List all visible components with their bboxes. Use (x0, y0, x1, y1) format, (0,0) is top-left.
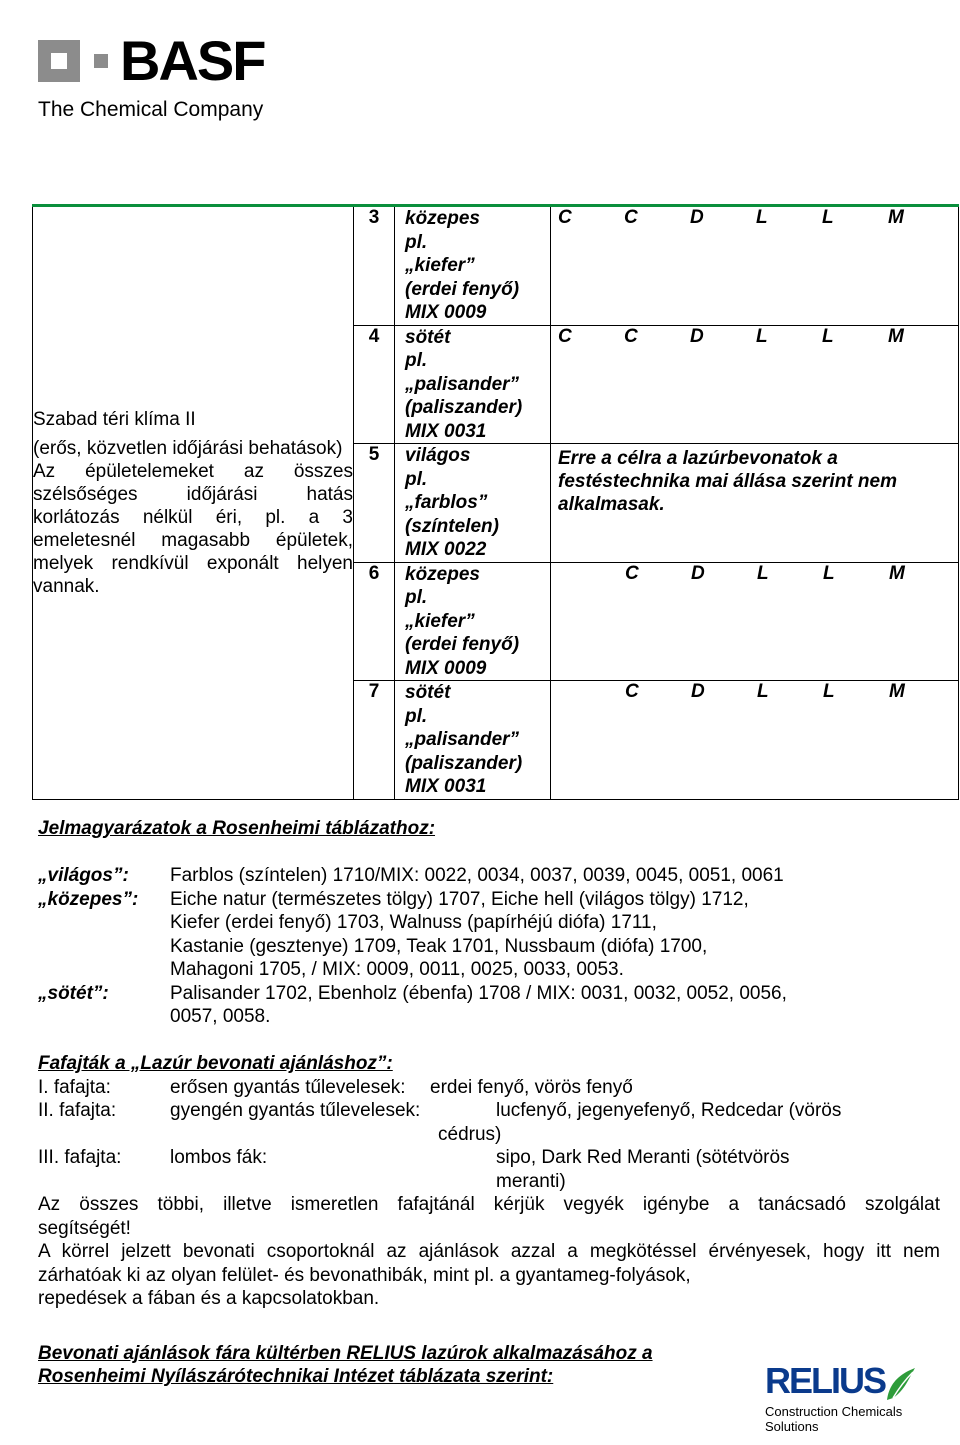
climate-cell (33, 206, 354, 800)
wood-line: (paliszander) (405, 397, 523, 418)
wood-line: pl. (405, 231, 428, 253)
rating-cell: C C D L L M (551, 206, 959, 326)
wood-cell (395, 562, 551, 681)
basf-logo (38, 29, 318, 128)
wood-types-title: Fafajták a „Lazúr bevonati ajánláshoz”: (38, 1053, 393, 1074)
rating-cell: C D L L M (551, 681, 959, 800)
row-number: 6 (354, 562, 395, 681)
legend-item (38, 888, 850, 982)
wood-class-1: I. fafajta: erősen gyantás tűlevelesek: erdei fenyő, vörös fenyő (38, 1076, 633, 1098)
wood-cell (395, 325, 551, 444)
wood-line: sötét (405, 682, 451, 703)
logo-square-icon (38, 40, 80, 82)
wood-line: pl. (405, 350, 428, 371)
wood-line: (erdei fenyő) (405, 278, 520, 300)
climate-desc1: (erős, közvetlen időjárási behatások) (33, 437, 343, 459)
climate-desc2: Az épületelemeket az összes szélsőséges időjárási hatás korlátozás nélkül éri, pl. a 3 emeletesnél magasabb épületek, melyek rendkívül exponált helyen vannak. (33, 460, 353, 597)
climate-title: Szabad téri klíma II (33, 408, 196, 430)
wood-class-2: II. fafajta: gyengén gyantás tűlevelesek: lucfenyő, jegenyefenyő, Redcedar (vörös (38, 1100, 842, 1121)
row-number: 3 (354, 206, 395, 326)
wood-cell (395, 681, 551, 800)
wood-line: „kiefer” (405, 610, 475, 632)
wood-line: közepes (405, 563, 480, 585)
legend-title: Jelmagyarázatok a Rosenheimi táblázathoz: (38, 818, 436, 839)
row-number: 7 (354, 681, 395, 800)
wood-line: „kiefer” (405, 255, 475, 276)
wood-line: „palisander” (405, 373, 520, 395)
wood-line: pl. (405, 587, 428, 608)
wood-line: pl. (405, 705, 428, 727)
wood-cell (395, 444, 551, 563)
wood-line: MIX 0022 (405, 539, 487, 560)
advice-paragraph: Az összes többi, illetve ismeretlen fafajtánál kérjük vegyék igénybe a tanácsadó szolgálat (38, 1194, 940, 1215)
wood-line: MIX 0031 (405, 776, 487, 797)
wood-line: világos (405, 445, 471, 466)
rating-cell: C C D L L M (551, 325, 959, 444)
footer-title: Bevonati ajánlások fára kültérben RELIUS lazúrok alkalmazásához a Rosenheimi Nyílászárótechnikai Intézet táblázata szerint: (38, 1343, 653, 1387)
note-paragraph-line: zárhatóak ki az olyan felület- és bevonathibák, mint pl. a gyantameg-folyások, (38, 1264, 691, 1286)
legend-item (38, 864, 850, 888)
wood-line: MIX 0009 (405, 657, 487, 679)
row-number: 5 (354, 444, 395, 563)
wood-line: MIX 0031 (405, 420, 487, 442)
wood-types-section (38, 1052, 940, 1311)
legend-item (38, 982, 850, 1029)
wood-class-3: III. fafajta: lombos fák: sipo, Dark Red Meranti (sötétvörös (38, 1147, 790, 1168)
row-number: 4 (354, 325, 395, 444)
wood-cell (395, 206, 551, 326)
legend-key: „sötét”: (38, 982, 109, 1004)
legend-value: Eiche natur (természetes tölgy) 1707, Eiche hell (világos tölgy) 1712, Kiefer (erdei fenyő) 1703, Walnuss (papírhéjú diófa) 1711, Kastanie (gesztenye) 1709, Teak 1701, Nussbaum (diófa) 1700, Mahagoni 1705, / MIX: 0009, 0011, 0025, 0033, 0053. (170, 888, 749, 980)
wood-line: „palisander” (405, 729, 520, 750)
brand-tagline: The Chemical Company (38, 98, 264, 121)
leaf-icon (883, 1366, 917, 1402)
legend-value: Palisander 1702, Ebenholz (ébenfa) 1708 / MIX: 0031, 0032, 0052, 0056, 0057, 0058. (170, 982, 787, 1027)
advice-paragraph-end: segítségét! (38, 1217, 131, 1239)
legend-value: Farblos (színtelen) 1710/MIX: 0022, 0034, 0037, 0039, 0045, 0051, 0061 (170, 865, 784, 886)
wood-line: MIX 0009 (405, 302, 487, 323)
relius-logo (765, 1360, 955, 1445)
note-paragraph-line: repedések a fában és a kapcsolatokban. (38, 1288, 380, 1309)
wood-line: pl. (405, 468, 428, 490)
note-paragraph: A körrel jelzett bevonati csoportoknál az ajánlások azzal a megkötéssel érvényesek, hogy itt nem (38, 1241, 940, 1262)
logo-small-square-icon (94, 54, 108, 68)
brand-name: BASF (120, 29, 265, 92)
wood-class-2-cont: cédrus) (438, 1123, 502, 1145)
relius-name: RELIUS (765, 1360, 886, 1401)
wood-line: (erdei fenyő) (405, 634, 520, 655)
legend-key: „közepes”: (38, 888, 139, 910)
legend-key: „világos”: (38, 865, 129, 886)
wood-class-3-cont: meranti) (496, 1170, 566, 1192)
wood-line: közepes (405, 208, 480, 229)
not-suitable-note: Erre a célra a lazúrbevonatok a festéstechnika mai állása szerint nem alkalmasak. (551, 444, 959, 563)
rosenheim-table (32, 204, 959, 800)
wood-line: (színtelen) (405, 515, 499, 537)
wood-line: „farblos” (405, 492, 488, 513)
wood-line: (paliszander) (405, 752, 523, 774)
relius-sub: Construction Chemicals Solutions (765, 1404, 903, 1434)
wood-line: sötét (405, 326, 451, 348)
legend (38, 864, 850, 1029)
rating-cell: C D L L M (551, 562, 959, 681)
